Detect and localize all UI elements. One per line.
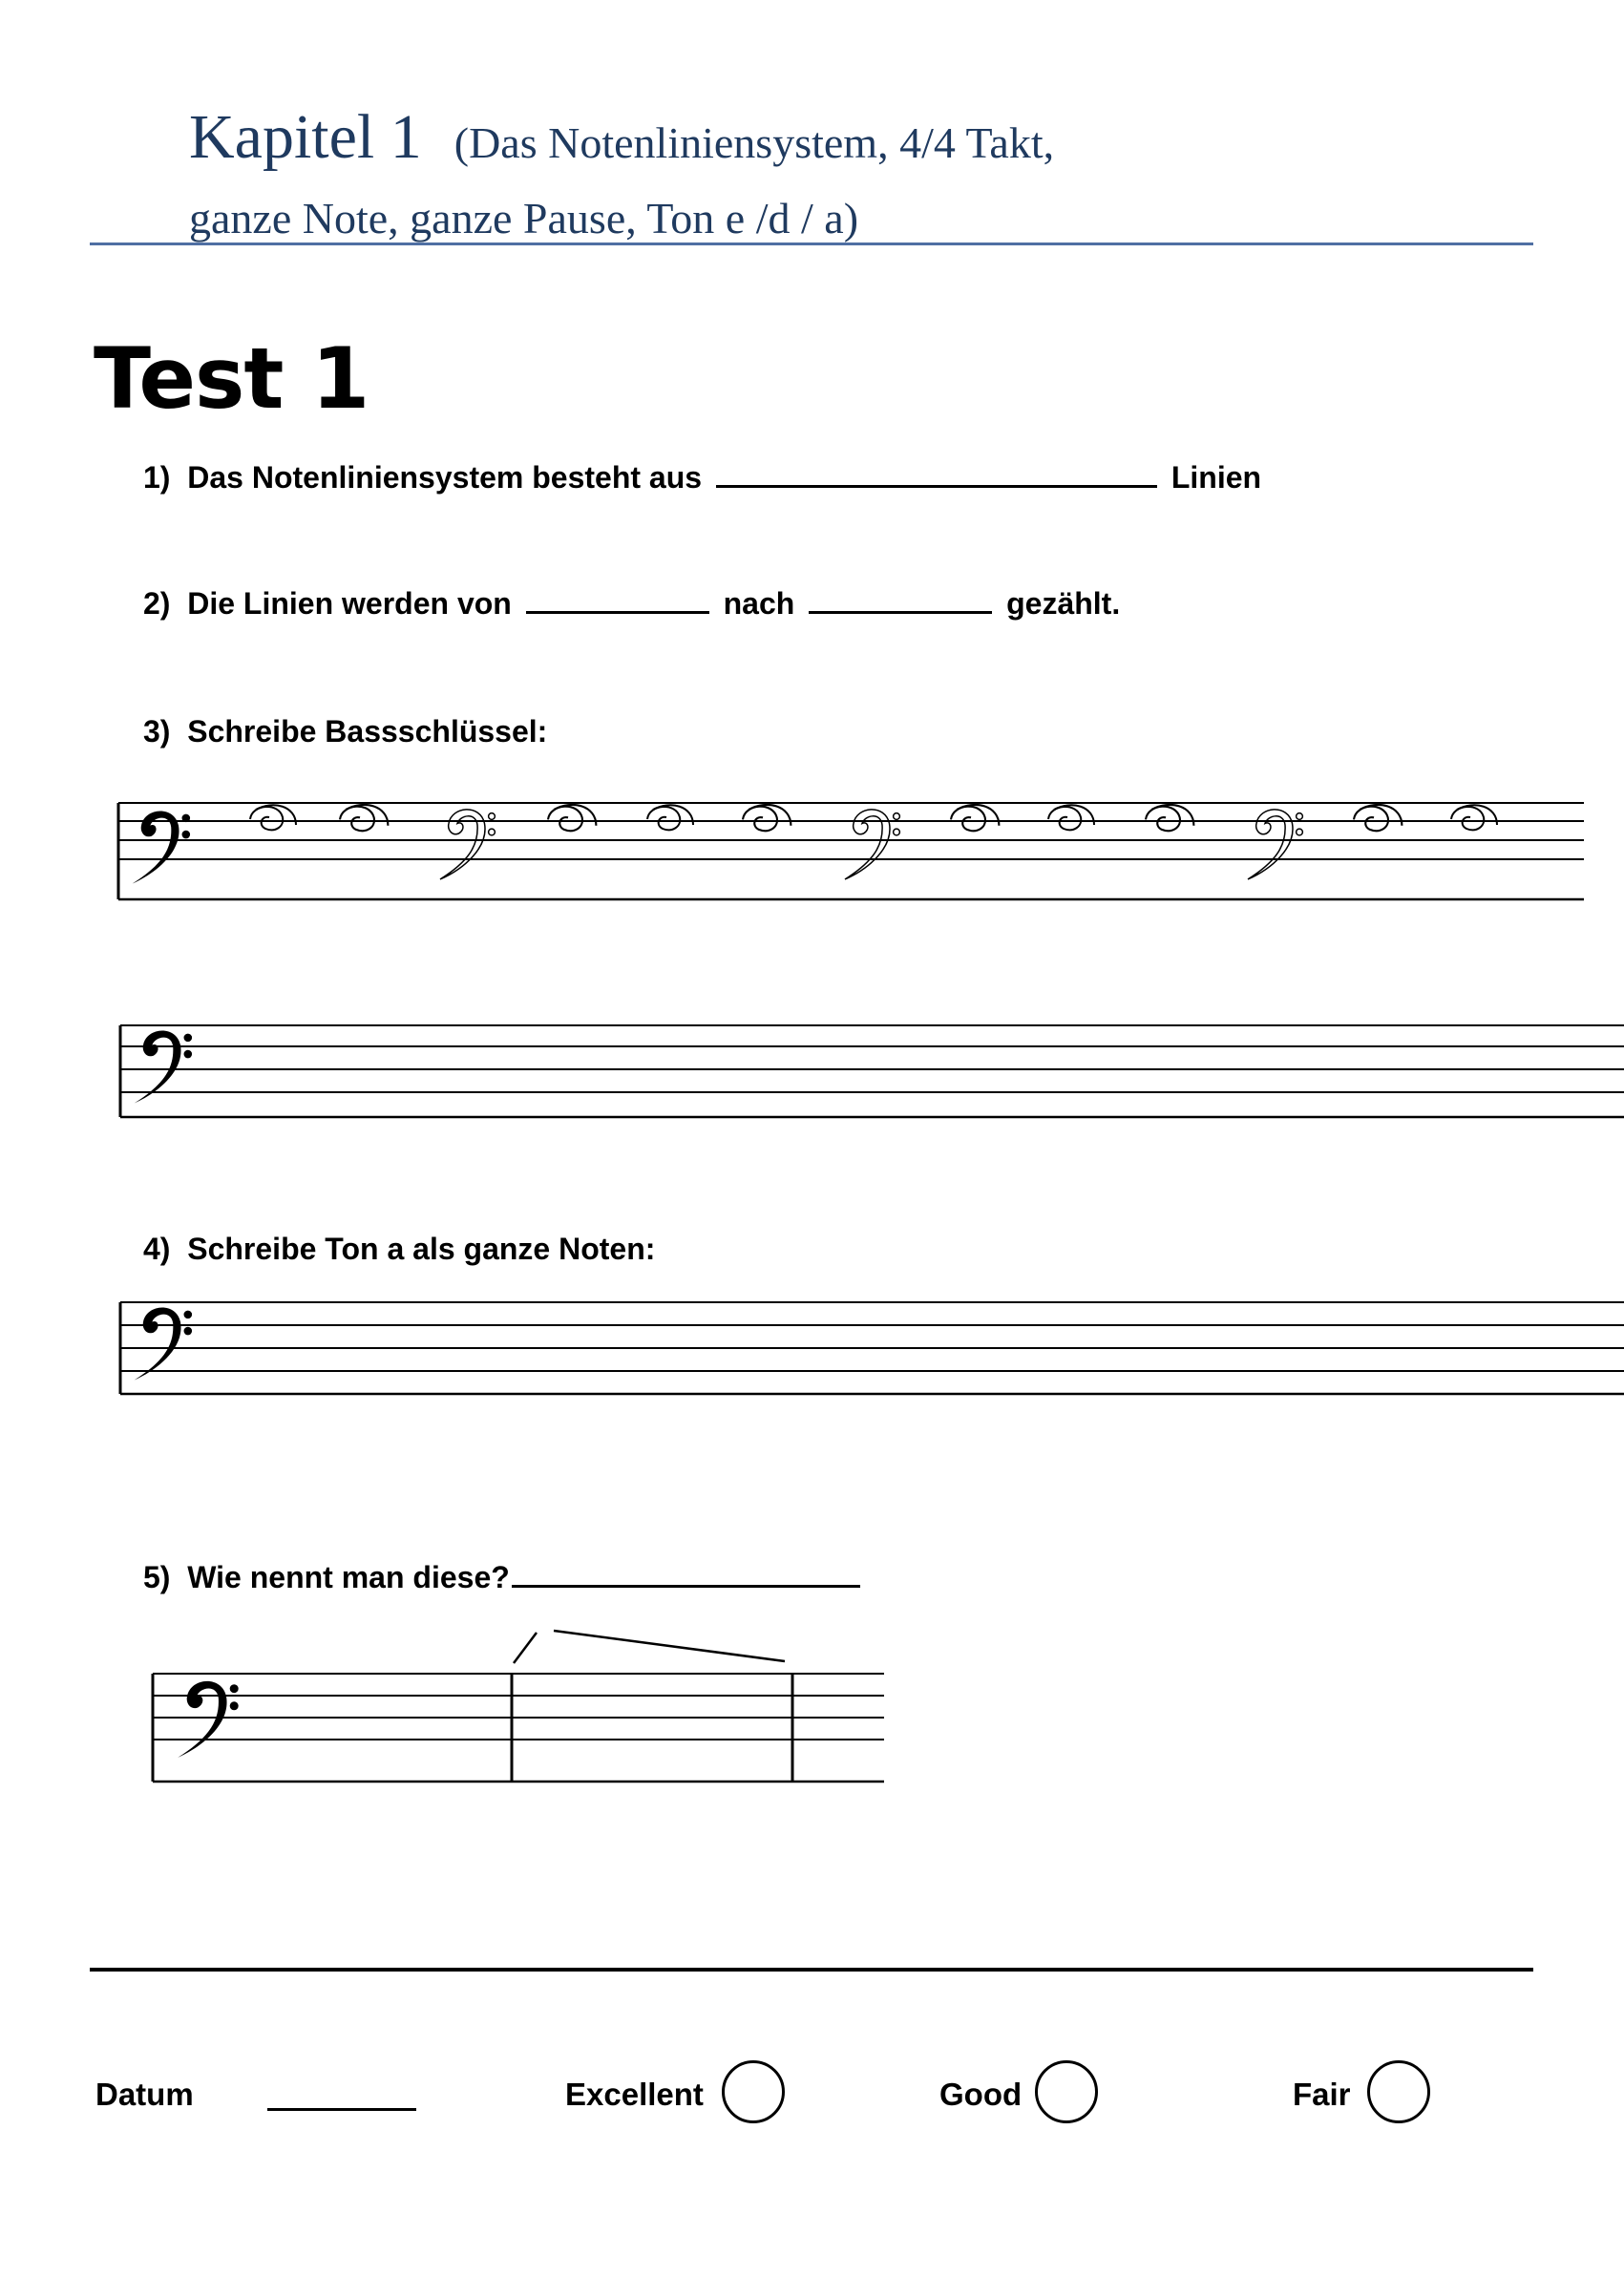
chapter-subtitle-1: (Das Notenliniensystem, 4/4 Takt,	[453, 118, 1055, 167]
question-number: 2)	[143, 586, 171, 621]
rating-label-good: Good	[939, 2077, 1023, 2112]
rating-label-fair: Fair	[1293, 2077, 1351, 2112]
staff-notes[interactable]	[120, 1302, 1624, 1394]
chapter-subtitle-2: ganze Note, ganze Pause, Ton e /d / a)	[189, 194, 859, 243]
question-text: Schreibe Ton a als ganze Noten:	[187, 1232, 656, 1266]
circle-icon[interactable]	[1367, 2060, 1430, 2123]
question-number: 5)	[143, 1560, 171, 1594]
chapter-title: Kapitel 1	[189, 102, 422, 172]
question-number: 3)	[143, 714, 171, 749]
bass-clef-icon	[135, 1307, 192, 1380]
bass-clef-icon	[178, 1681, 239, 1758]
pointer-line	[514, 1633, 537, 1663]
staff-practice[interactable]	[120, 1025, 1624, 1117]
circle-icon[interactable]	[722, 2060, 785, 2123]
circle-icon[interactable]	[1035, 2060, 1098, 2123]
pointer-line	[554, 1631, 785, 1661]
question-number: 4)	[143, 1232, 171, 1266]
question-text: Schreibe Bassschlüssel:	[187, 714, 548, 749]
datum-blank[interactable]	[267, 2108, 416, 2111]
staff-trace	[118, 803, 1584, 899]
question-text: Das Notenliniensystem besteht aus	[187, 460, 703, 495]
question-number: 1)	[143, 460, 171, 495]
footer-divider	[90, 1968, 1533, 1972]
datum-label: Datum	[95, 2077, 194, 2112]
staff-measures	[153, 1631, 884, 1782]
question-text: Die Linien werden von	[187, 586, 512, 621]
question-text-after: gezählt.	[1006, 586, 1121, 621]
trace-clef-icon	[250, 805, 1497, 879]
question-text-mid: nach	[723, 586, 795, 621]
question-text: Wie nennt man diese?	[187, 1560, 510, 1594]
rating-label-excellent: Excellent	[565, 2077, 704, 2112]
question-text-after: Linien	[1171, 460, 1262, 495]
test-title: Test 1	[94, 329, 369, 428]
